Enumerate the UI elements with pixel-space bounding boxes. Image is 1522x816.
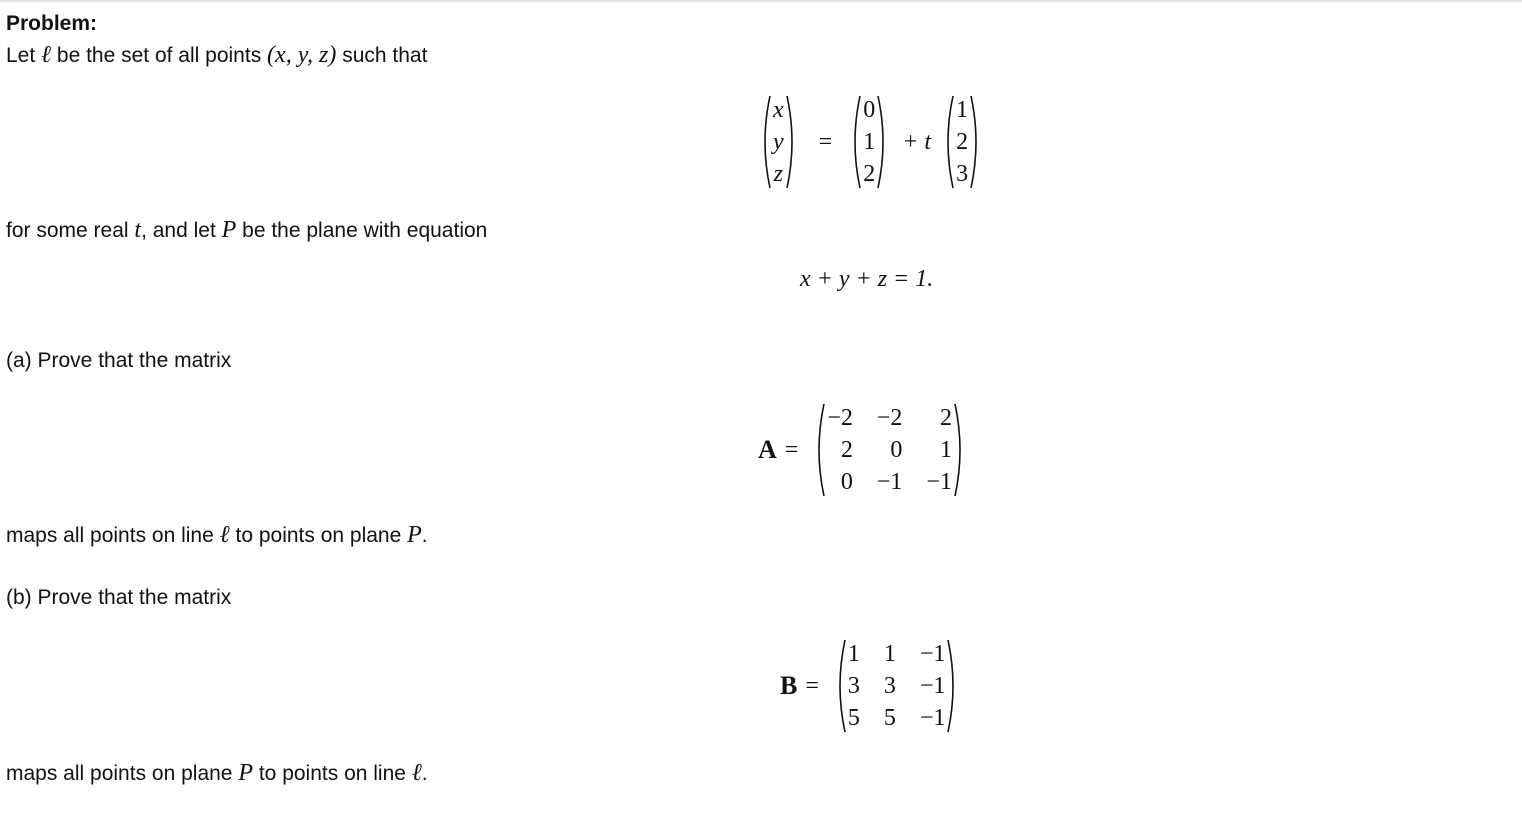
vector-entry: 2 bbox=[863, 161, 876, 187]
for-some-mid: , and let bbox=[141, 219, 216, 242]
intro-post: such that bbox=[342, 44, 428, 67]
plane-equation: x + y + z = 1. bbox=[800, 266, 934, 292]
direction-vector-cells bbox=[955, 96, 969, 188]
matrix-entry: −2 bbox=[827, 405, 853, 431]
matrix-entry: 1 bbox=[847, 641, 860, 667]
right-paren-icon bbox=[946, 638, 960, 734]
matrix-entry: 3 bbox=[883, 673, 896, 699]
matrix-a-equation bbox=[758, 402, 967, 498]
vector-entry: z bbox=[773, 161, 783, 187]
vector-entry: 1 bbox=[863, 129, 876, 155]
plus-t: + t bbox=[902, 128, 932, 155]
matrix-a-equals: = bbox=[784, 436, 799, 463]
point-vector-cells bbox=[862, 96, 876, 188]
matrix-entry: 0 bbox=[840, 469, 853, 495]
matrix-entry: −2 bbox=[876, 405, 903, 431]
left-paren-icon bbox=[833, 638, 847, 734]
right-paren-icon bbox=[969, 94, 983, 190]
matrix-entry: −1 bbox=[919, 641, 946, 667]
part-b-conclusion-mid: to points on line bbox=[258, 762, 406, 785]
symbol-ell: ℓ bbox=[411, 760, 422, 786]
left-paren-icon bbox=[941, 94, 955, 190]
matrix-b bbox=[833, 638, 961, 734]
part-a-conclusion-mid: to points on plane bbox=[235, 524, 402, 547]
symbol-ell: ℓ bbox=[219, 522, 230, 548]
part-b-conclusion-pre: maps all points on plane bbox=[6, 762, 233, 785]
lhs-vector-cells bbox=[772, 96, 785, 188]
vector-entry: x bbox=[773, 97, 784, 123]
matrix-a-cells bbox=[826, 404, 953, 496]
part-b-label: (b) Prove that the matrix bbox=[6, 586, 232, 609]
for-some-text bbox=[6, 217, 487, 244]
for-some-pre: for some real bbox=[6, 219, 129, 242]
right-paren-icon bbox=[953, 402, 967, 498]
matrix-b-equals: = bbox=[805, 672, 819, 699]
matrix-b-cells bbox=[847, 640, 947, 732]
left-paren-icon bbox=[812, 402, 826, 498]
symbol-P: P bbox=[221, 217, 237, 243]
line-equals: = bbox=[818, 128, 833, 155]
symbol-t: t bbox=[134, 217, 142, 243]
intro-text bbox=[6, 42, 427, 69]
part-b-conclusion-post: . bbox=[421, 762, 428, 785]
point-vector bbox=[848, 94, 890, 190]
matrix-entry: 1 bbox=[883, 641, 896, 667]
matrix-entry: 1 bbox=[939, 437, 952, 463]
matrix-entry: 0 bbox=[890, 437, 903, 463]
vector-entry: 3 bbox=[956, 161, 969, 187]
part-a-conclusion bbox=[6, 522, 428, 549]
matrix-entry: −1 bbox=[926, 469, 952, 495]
direction-vector bbox=[941, 94, 983, 190]
intro-mid: be the set of all points bbox=[56, 44, 262, 67]
part-a-conclusion-pre: maps all points on line bbox=[6, 524, 214, 547]
matrix-a bbox=[812, 402, 967, 498]
point-tuple: (x, y, z) bbox=[267, 42, 337, 68]
right-paren-icon bbox=[785, 94, 799, 190]
lhs-vector bbox=[758, 94, 799, 190]
vector-entry: 2 bbox=[956, 129, 969, 155]
vector-entry: y bbox=[773, 129, 784, 155]
symbol-ell: ℓ bbox=[41, 42, 52, 68]
problem-heading: Problem: bbox=[6, 12, 98, 35]
for-some-post: be the plane with equation bbox=[242, 219, 488, 242]
vector-entry: 1 bbox=[956, 97, 969, 123]
matrix-entry: 5 bbox=[883, 705, 896, 731]
top-divider bbox=[0, 0, 1522, 2]
left-paren-icon bbox=[758, 94, 772, 190]
right-paren-icon bbox=[876, 94, 890, 190]
symbol-P: P bbox=[238, 760, 253, 786]
part-b-conclusion bbox=[6, 760, 428, 787]
intro-pre: Let bbox=[6, 44, 36, 67]
part-a-conclusion-post: . bbox=[421, 524, 428, 547]
matrix-entry: 2 bbox=[939, 405, 952, 431]
part-a-label: (a) Prove that the matrix bbox=[6, 349, 232, 372]
matrix-entry: 2 bbox=[840, 437, 853, 463]
matrix-b-equation bbox=[780, 638, 960, 734]
matrix-entry: 3 bbox=[847, 673, 860, 699]
matrix-entry: −1 bbox=[876, 469, 903, 495]
matrix-entry: −1 bbox=[919, 673, 946, 699]
matrix-a-name: A bbox=[758, 435, 777, 464]
left-paren-icon bbox=[848, 94, 862, 190]
symbol-P: P bbox=[407, 522, 422, 548]
matrix-entry: 5 bbox=[847, 705, 860, 731]
vector-entry: 0 bbox=[863, 97, 876, 123]
line-equation bbox=[758, 94, 983, 190]
matrix-entry: −1 bbox=[919, 705, 946, 731]
matrix-b-name: B bbox=[780, 671, 798, 700]
